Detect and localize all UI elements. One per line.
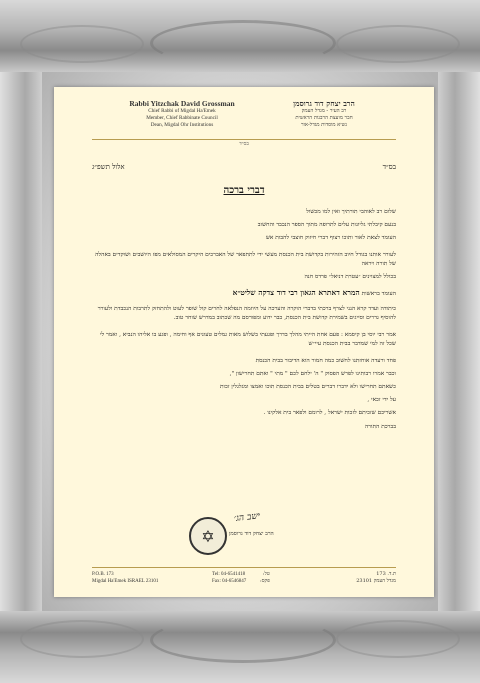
letter-body [92,157,396,430]
paragraph: על ידי זכאי , [367,397,396,403]
bottom-flourish [150,617,336,663]
letterhead-divider [92,139,396,140]
title-line: חבר מועצת הרבנות הראשית [295,115,353,121]
top-flourish [150,20,336,66]
rabbi-name-en: Rabbi Yitzchak David Grossman [129,99,235,108]
paragraph: בנעם קיבלתי גליונות עלים לתרופה מתוך הספר הנכבד והחשוב [257,222,396,228]
footer-phone-he [260,571,270,585]
fax: Fax: 04-6546847 [212,579,247,584]
ornament [20,620,144,658]
title-line: Dean, Migdal Ohr Institutions [150,122,214,128]
handwritten-signature: ישב הג׳ [233,511,261,525]
ornament [336,25,460,63]
ornament [20,25,144,63]
honoree-line [92,288,396,299]
date-row [92,163,396,171]
star-of-david-stamp-icon: ✡ [189,517,227,555]
city-he: מגדל העמק 23101 [356,578,396,584]
tel: Tel: 04-6541418 [212,572,246,577]
letter-footer [92,571,396,591]
paragraph: כיתודה ועדד קרא הנני לצרף ברכתי בדברי הוקרה והערכה על היוזמה הנפלאה לחרים קול שופר לעוט ולהתחזק לתרבות הנכבדת ולעורר להוסיף גדרים וסייגים בשמירת קדושת בית הכנסת, כבר ידוע ומפורסם מה שכתוב במדרש שוחר טוב. [97,306,396,321]
tel-he: טל: [262,571,270,577]
footer-phone [212,571,246,585]
paragraph: אמר רבי יוסי בן קיסמא : פעם אחת הייתי מהלך בדרך ופגעתי בשלוש מאות גמלים טעונים אף וחימה , ופגע בו אליהו הנביא , ואמר לי שכל זה למי שמדבר בבית הכנסת עיי״ש [99,332,396,347]
letterhead-bsd: בס״ד [239,141,249,147]
paragraph: העומד לצאת לאור ותוכו רצוף דברי חיזוק חוצבי להבות אש [265,235,396,241]
fax-he: פקס: [260,578,270,584]
ornament [336,620,460,658]
paragraph: שלום רב לאוהבי תורתיך ואין למו מכשול [306,209,396,215]
signatory-name: הרב יצחק דוד גרוסמן [229,531,274,537]
paragraph: וכבר אמרו רבותינו לפרש הפסוק " ה' ילחם לכם " מתי " ואתם תחרישון ", [229,371,396,377]
title-line: רב העיר - מגדל העמק [301,108,347,114]
frame-right [438,0,480,683]
footer-address-he [356,571,396,585]
honoree-prefix: העומד בראשות [361,291,396,297]
paragraph: אשריכם שזכיתם לזכות ישראל , לרומם ולפאר בית אלקינו . [263,410,396,416]
title-line: Chief Rabbi of Migdal Ha'Emek [148,108,216,114]
title-line: נשיא מוסדות מגדל-אור [301,122,347,128]
paragraph: כשאתם תחרישו ולא ידברו דברים בטלים בבית הכנסת תוכו ואמצו ומגלגלין זכות [220,384,396,390]
bsd-mark: בס״ד [382,163,396,171]
rabbi-name-he: הרב יצחק דוד גרוסמן [293,99,355,108]
closing-line: בברכת התורה [364,424,396,430]
pob-he: ת.ד. 173 [376,571,396,577]
letterhead-hebrew [254,99,394,129]
letterhead-english [112,99,252,129]
letter-title: דברי ברכה [223,185,265,196]
footer-address-en [92,571,158,585]
letter-page [54,87,434,597]
paragraph: לעורר אותנו בגודל חיוב הזהירות בקדושת בית הכנסת מעשי ידי לתתפאר של האברכים היקרים המסולאים מפז היושבים ושוקדים באהלה של תורה ויראה [95,252,396,267]
title-line: Member, Chief Rabbinate Council [146,115,218,121]
honoree-name: המרא דאתרא הגאון רבי דוד צדקה שליט״א [232,288,360,297]
paragraph: בכולל למצוינים ״עטרת דניאל״ פרדס חנה [304,274,396,280]
frame-left [0,0,42,683]
letter-date: אלול תשפ״ג [92,163,125,171]
footer-divider [92,567,396,568]
pob-en: P.O.B. 173 [92,572,114,577]
paragraph: פחד ורעדה אוחזתנו לחשוב כמה חמור הוא הדיבור בבית הכנסת [255,358,396,364]
city-en: Migdal Ha'Emek ISRAEL 23101 [92,579,159,584]
